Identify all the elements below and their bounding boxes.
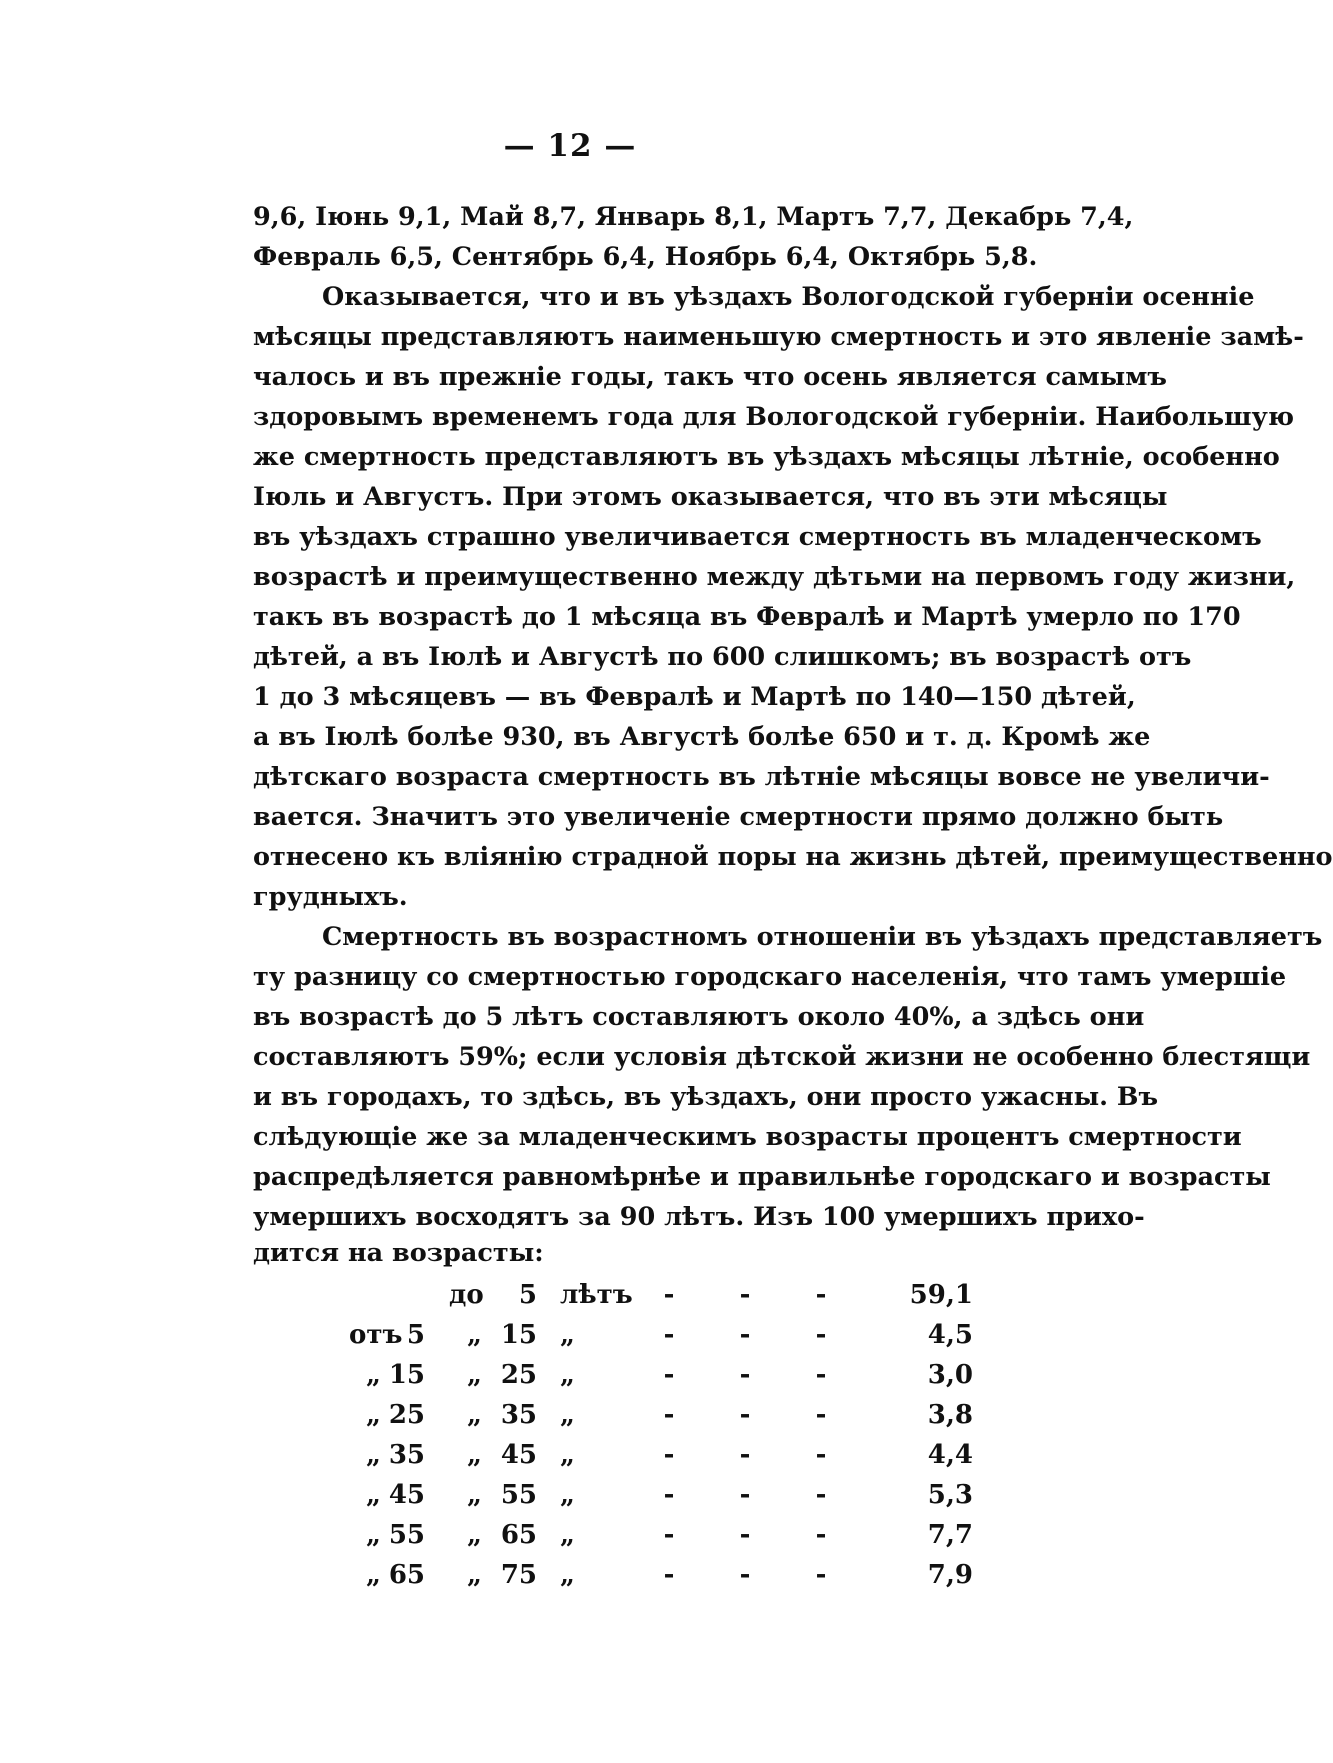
age-value: 3,0 — [927, 1360, 973, 1390]
age-to: 55 — [500, 1480, 537, 1510]
paragraph-2-line-6: Іюль и Августъ. При этомъ оказывается, что въ эти мѣсяцы — [253, 482, 1168, 512]
age-to-word: до — [449, 1280, 484, 1310]
age-to-mark: „ — [467, 1320, 482, 1350]
leader-dash: - — [815, 1560, 827, 1590]
age-to: 75 — [500, 1560, 537, 1590]
age-to-mark: „ — [467, 1400, 482, 1430]
age-from-mark: „ — [366, 1360, 381, 1390]
age-row — [253, 1355, 1057, 1395]
age-unit: „ — [560, 1520, 575, 1550]
paragraph-3-line-1: Смертность въ возрастномъ отношеніи въ уѣздахъ представляетъ — [322, 922, 1323, 952]
age-from-mark: „ — [366, 1520, 381, 1550]
paragraph-2-line-5: же смертность представляютъ въ уѣздахъ мѣсяцы лѣтніе, особенно — [253, 442, 1280, 472]
paragraph-2-line-12: а въ Іюлѣ болѣе 930, въ Августѣ болѣе 650 и т. д. Кромѣ же — [253, 722, 1151, 752]
age-value: 5,3 — [927, 1480, 973, 1510]
paragraph-3-line-6: слѣдующіе же за младенческимъ возрасты процентъ смертности — [253, 1122, 1242, 1152]
age-to-mark: „ — [467, 1440, 482, 1470]
paragraph-3-line-9: дится на возрасты: — [253, 1238, 544, 1268]
paragraph-2-line-10: дѣтей, а въ Іюлѣ и Августѣ по 600 слишкомъ; въ возрастѣ отъ — [253, 642, 1192, 672]
paragraph-3-line-4: составляютъ 59%; если условія дѣтской жизни не особенно блестящи — [253, 1042, 1311, 1072]
age-unit: „ — [560, 1360, 575, 1390]
page-number: — 12 — — [503, 128, 637, 164]
age-from: 35 — [388, 1440, 425, 1470]
leader-dash: - — [663, 1400, 675, 1430]
leader-dash: - — [663, 1320, 675, 1350]
age-to: 5 — [518, 1280, 537, 1310]
paragraph-1-line-2: Февраль 6,5, Сентябрь 6,4, Ноябрь 6,4, Октябрь 5,8. — [253, 242, 1038, 272]
paragraph-2-line-7: въ уѣздахъ страшно увеличивается смертность въ младенческомъ — [253, 522, 1262, 552]
age-to: 35 — [500, 1400, 537, 1430]
age-to-mark: „ — [467, 1480, 482, 1510]
age-to: 25 — [500, 1360, 537, 1390]
paragraph-3-line-5: и въ городахъ, то здѣсь, въ уѣздахъ, они просто ужасны. Въ — [253, 1082, 1159, 1112]
leader-dash: - — [739, 1440, 751, 1470]
leader-dash: - — [815, 1400, 827, 1430]
age-row — [253, 1515, 1057, 1555]
leader-dash: - — [815, 1520, 827, 1550]
age-row — [253, 1395, 1057, 1435]
age-from-mark: отъ — [349, 1320, 403, 1350]
age-row — [253, 1315, 1057, 1355]
age-from: 45 — [388, 1480, 425, 1510]
age-from-mark: „ — [366, 1560, 381, 1590]
age-to: 45 — [500, 1440, 537, 1470]
age-from-mark: „ — [366, 1400, 381, 1430]
age-value: 7,9 — [927, 1560, 973, 1590]
age-from: 5 — [406, 1320, 425, 1350]
paragraph-2-line-16: грудныхъ. — [253, 882, 408, 912]
age-from: 15 — [388, 1360, 425, 1390]
leader-dash: - — [739, 1280, 751, 1310]
age-value: 4,5 — [927, 1320, 973, 1350]
age-unit: „ — [560, 1480, 575, 1510]
leader-dash: - — [739, 1560, 751, 1590]
age-row — [253, 1435, 1057, 1475]
paragraph-2-line-15: отнесено къ вліянію страдной поры на жизнь дѣтей, преимущественно — [253, 842, 1333, 872]
leader-dash: - — [663, 1280, 675, 1310]
paragraph-3-line-7: распредѣляется равномѣрнѣе и правильнѣе городскаго и возрасты — [253, 1162, 1271, 1192]
paragraph-2-line-13: дѣтскаго возраста смертность въ лѣтніе мѣсяцы вовсе не увеличи- — [253, 762, 1270, 792]
paragraph-3-line-3: въ возрастѣ до 5 лѣтъ составляютъ около 40%, а здѣсь они — [253, 1002, 1145, 1032]
paragraph-2-line-3: чалось и въ прежніе годы, такъ что осень является самымъ — [253, 362, 1167, 392]
age-row — [253, 1555, 1057, 1595]
leader-dash: - — [739, 1520, 751, 1550]
paragraph-2-line-4: здоровымъ временемъ года для Вологодской губерніи. Наибольшую — [253, 402, 1294, 432]
paragraph-1-line-1: 9,6, Іюнь 9,1, Май 8,7, Январь 8,1, Мартъ 7,7, Декабрь 7,4, — [253, 202, 1134, 232]
leader-dash: - — [815, 1480, 827, 1510]
age-row — [253, 1475, 1057, 1515]
age-unit: „ — [560, 1320, 575, 1350]
age-to: 15 — [500, 1320, 537, 1350]
paragraph-2-line-14: вается. Значитъ это увеличеніе смертности прямо должно быть — [253, 802, 1224, 832]
leader-dash: - — [739, 1400, 751, 1430]
age-unit: лѣтъ — [560, 1280, 633, 1310]
age-to-mark: „ — [467, 1560, 482, 1590]
leader-dash: - — [815, 1360, 827, 1390]
age-to: 65 — [500, 1520, 537, 1550]
age-unit: „ — [560, 1440, 575, 1470]
age-unit: „ — [560, 1400, 575, 1430]
leader-dash: - — [815, 1320, 827, 1350]
leader-dash: - — [663, 1360, 675, 1390]
paragraph-2-line-8: возрастѣ и преимущественно между дѣтьми на первомъ году жизни, — [253, 562, 1296, 592]
leader-dash: - — [815, 1440, 827, 1470]
age-value: 3,8 — [927, 1400, 973, 1430]
age-to-mark: „ — [467, 1360, 482, 1390]
age-to-mark: „ — [467, 1520, 482, 1550]
paragraph-2-line-9: такъ въ возрастѣ до 1 мѣсяца въ Февралѣ и Мартѣ умерло по 170 — [253, 602, 1241, 632]
age-row — [253, 1275, 1057, 1315]
leader-dash: - — [739, 1320, 751, 1350]
leader-dash: - — [663, 1440, 675, 1470]
age-from: 55 — [388, 1520, 425, 1550]
paragraph-2-line-2: мѣсяцы представляютъ наименьшую смертность и это явленіе замѣ- — [253, 322, 1304, 352]
age-from-mark: „ — [366, 1440, 381, 1470]
age-value: 7,7 — [927, 1520, 973, 1550]
paragraph-3-line-2: ту разницу со смертностью городскаго населенія, что тамъ умершіе — [253, 962, 1287, 992]
leader-dash: - — [663, 1520, 675, 1550]
age-from-mark: „ — [366, 1480, 381, 1510]
age-value: 59,1 — [909, 1280, 973, 1310]
leader-dash: - — [663, 1560, 675, 1590]
leader-dash: - — [663, 1480, 675, 1510]
age-from: 25 — [388, 1400, 425, 1430]
leader-dash: - — [815, 1280, 827, 1310]
leader-dash: - — [739, 1480, 751, 1510]
paragraph-2-line-11: 1 до 3 мѣсяцевъ — въ Февралѣ и Мартѣ по 140—150 дѣтей, — [253, 682, 1136, 712]
age-unit: „ — [560, 1560, 575, 1590]
leader-dash: - — [739, 1360, 751, 1390]
age-from: 65 — [388, 1560, 425, 1590]
paragraph-2-line-1: Оказывается, что и въ уѣздахъ Вологодской губерніи осенніе — [322, 282, 1255, 312]
age-value: 4,4 — [927, 1440, 973, 1470]
paragraph-3-line-8: умершихъ восходятъ за 90 лѣтъ. Изъ 100 умершихъ прихо- — [253, 1202, 1145, 1232]
